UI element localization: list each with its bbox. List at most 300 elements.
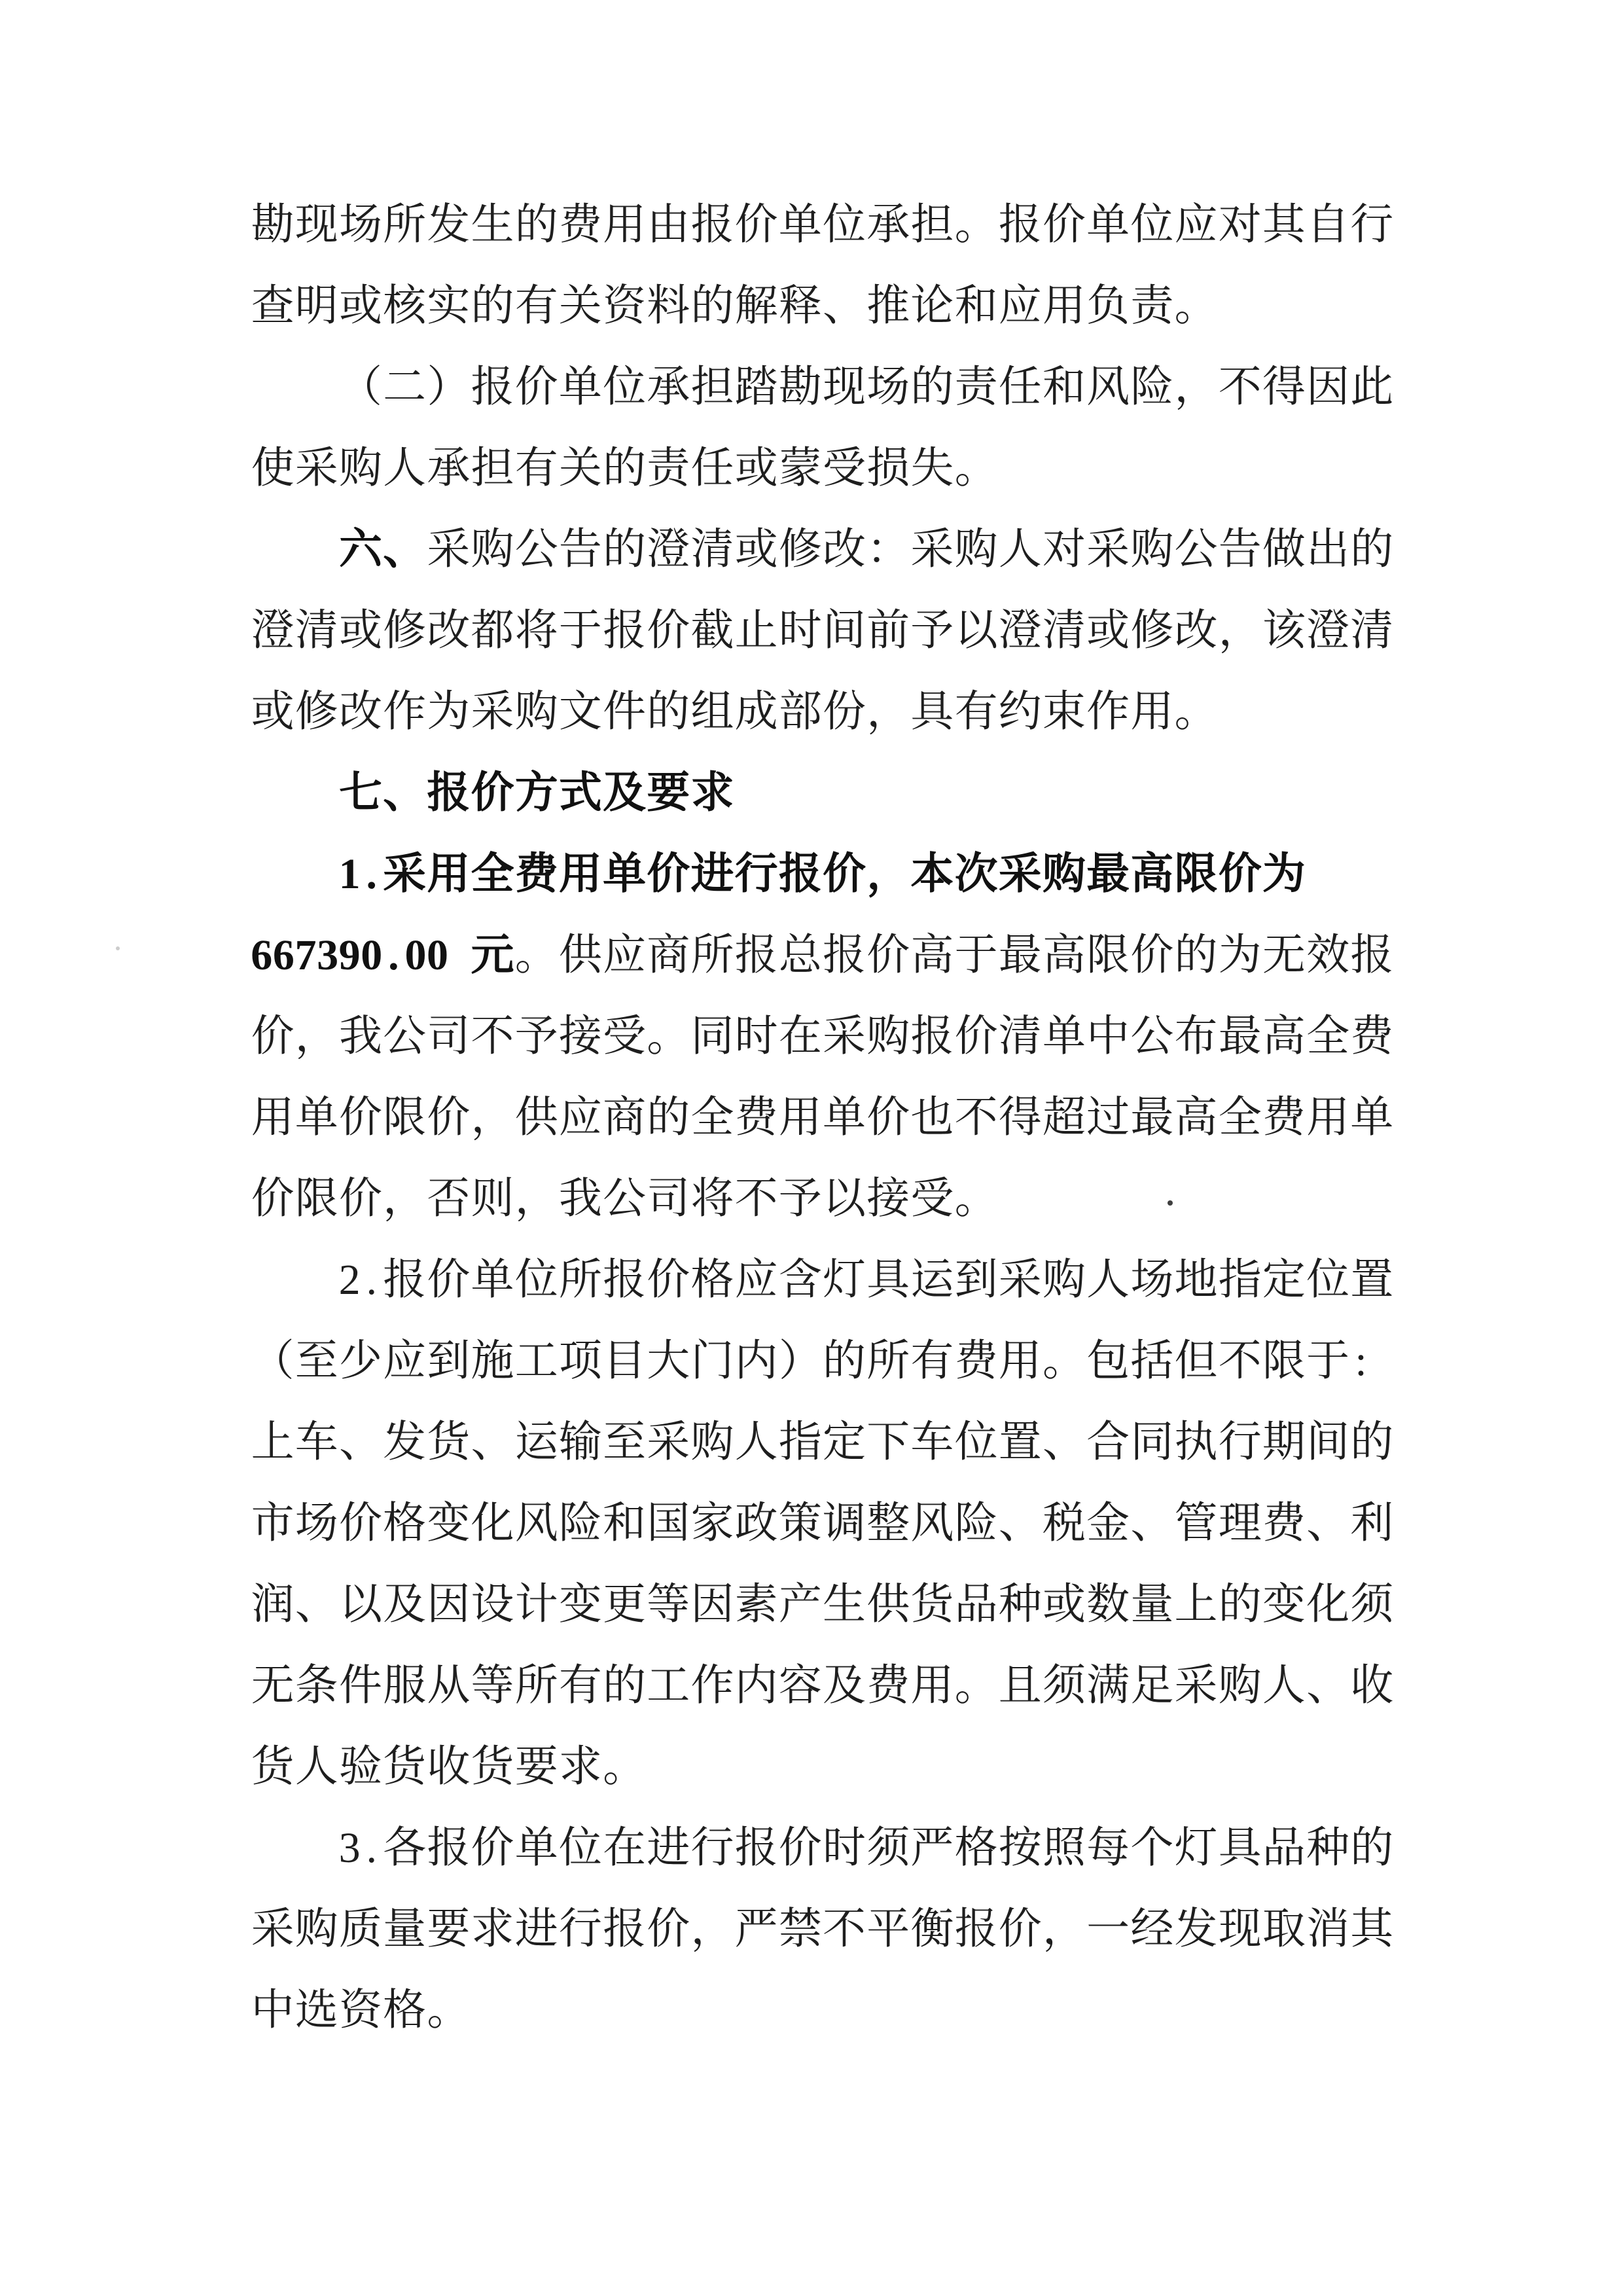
- char-cell: 人: [294, 1743, 338, 1791]
- char-cell: 指: [778, 1418, 822, 1466]
- char-cell: 勘: [778, 363, 822, 411]
- char-cell: 3: [317, 931, 339, 979]
- char-cell: 报: [690, 201, 734, 249]
- char-cell: ）: [778, 1337, 822, 1385]
- char-cell: 费: [558, 201, 602, 249]
- text-line: [251, 672, 1395, 753]
- char-cell: 将: [514, 607, 558, 655]
- char-cell: 因: [1306, 363, 1350, 411]
- char-cell: ，: [690, 1905, 734, 1953]
- char-cell: 采: [1086, 526, 1130, 573]
- char-cell: 全: [690, 1094, 734, 1141]
- char-cell: 采: [998, 850, 1042, 898]
- char-cell: 货: [471, 1743, 514, 1791]
- char-cell: 施: [471, 1337, 514, 1385]
- char-cell: 商: [603, 1094, 647, 1141]
- char-cell: 理: [1218, 1499, 1262, 1547]
- char-cell: 调: [823, 1499, 866, 1547]
- char-cell: 高: [1130, 850, 1174, 898]
- char-cell: 本: [910, 850, 954, 898]
- char-cell: 所: [383, 201, 427, 249]
- char-cell: 报: [383, 1256, 427, 1304]
- char-cell: 。: [1174, 282, 1218, 330]
- char-cell: 报: [998, 201, 1042, 249]
- char-cell: 以: [338, 1581, 382, 1628]
- char-cell: ：: [866, 526, 910, 573]
- char-cell: 对: [1218, 201, 1262, 249]
- char-cell: 消: [1306, 1905, 1350, 1953]
- char-cell: 策: [778, 1499, 822, 1547]
- char-cell: 报: [603, 1905, 647, 1953]
- text-line: [251, 347, 1395, 428]
- char-cell: 澄: [647, 526, 690, 573]
- char-cell: 公: [1130, 1013, 1174, 1060]
- text-line: [251, 1402, 1395, 1483]
- char-cell: 修: [294, 688, 338, 736]
- char-cell: 场: [294, 1499, 338, 1547]
- char-cell: 的: [647, 1094, 690, 1141]
- char-cell: 位: [603, 363, 647, 411]
- char-cell: 报: [603, 607, 647, 655]
- char-cell: 失: [910, 444, 954, 492]
- char-cell: 所: [690, 931, 734, 979]
- char-cell: 的: [823, 1337, 866, 1385]
- char-cell: 格: [383, 1499, 427, 1547]
- char-cell: 予: [514, 1013, 558, 1060]
- char-cell: 购: [294, 1905, 338, 1953]
- char-cell: 或: [734, 526, 778, 573]
- char-cell: 须: [866, 1824, 910, 1872]
- char-cell: 工: [514, 1337, 558, 1385]
- char-cell: 核: [383, 282, 427, 330]
- char-cell: [294, 1808, 338, 1889]
- char-cell: 购: [954, 526, 998, 573]
- char-cell: 应: [734, 1256, 778, 1304]
- char-cell: 各: [383, 1824, 427, 1872]
- char-cell: 个: [1130, 1824, 1174, 1872]
- char-cell: 容: [778, 1662, 822, 1710]
- char-cell: 否: [427, 1175, 471, 1223]
- text-line: [251, 996, 1395, 1077]
- char-cell: 格: [383, 1986, 427, 2034]
- char-cell: 下: [866, 1418, 910, 1466]
- char-cell: 论: [910, 282, 954, 330]
- char-cell: 由: [647, 201, 690, 249]
- char-cell: 执: [1174, 1418, 1218, 1466]
- char-cell: 因: [690, 1581, 734, 1628]
- text-line: [251, 509, 1395, 590]
- char-cell: 费: [954, 1337, 998, 1385]
- char-cell: 购: [690, 1418, 734, 1466]
- char-cell: 购: [1218, 1662, 1262, 1710]
- char-cell: 清: [998, 1013, 1042, 1060]
- char-cell: 变: [1262, 1581, 1306, 1628]
- char-cell: 的: [1174, 931, 1218, 979]
- char-cell: 采: [427, 526, 471, 573]
- char-cell: 0: [427, 931, 449, 979]
- char-cell: 文: [558, 688, 602, 736]
- char-cell: 合: [1086, 1418, 1130, 1466]
- char-cell: 按: [998, 1824, 1042, 1872]
- char-cell: 定: [1262, 1256, 1306, 1304]
- char-cell: 资: [603, 282, 647, 330]
- char-cell: 最: [998, 931, 1042, 979]
- char-cell: 应: [603, 931, 647, 979]
- char-cell: 目: [603, 1337, 647, 1385]
- char-cell: 到: [427, 1337, 471, 1385]
- char-cell: 政: [734, 1499, 778, 1547]
- char-cell: 也: [910, 1094, 954, 1141]
- char-cell: 格: [690, 1256, 734, 1304]
- char-cell: 件: [338, 1662, 382, 1710]
- text-line-section-heading: [251, 753, 1395, 834]
- char-cell: 从: [427, 1662, 471, 1710]
- char-cell: 运: [514, 1418, 558, 1466]
- char-cell: 报: [778, 850, 822, 898]
- char-cell: 查: [251, 282, 294, 330]
- char-cell: 高: [910, 931, 954, 979]
- text-line: [251, 1808, 1395, 1889]
- char-cell: 得: [998, 1094, 1042, 1141]
- char-cell: 灯: [1174, 1824, 1218, 1872]
- char-cell: 推: [866, 282, 910, 330]
- char-cell: 6: [251, 931, 273, 979]
- char-cell: 0: [404, 931, 427, 979]
- char-cell: 踏: [734, 363, 778, 411]
- text-line: [251, 834, 1395, 915]
- char-cell: 用: [1130, 688, 1174, 736]
- char-cell: 价: [1042, 201, 1086, 249]
- char-cell: 置: [998, 1418, 1042, 1466]
- char-cell: 为: [1262, 850, 1306, 898]
- char-cell: 管: [1174, 1499, 1218, 1547]
- char-cell: 至: [294, 1337, 338, 1385]
- char-cell: 。: [1174, 688, 1218, 736]
- char-cell: 严: [910, 1824, 954, 1872]
- char-cell: 价: [998, 1905, 1042, 1953]
- char-cell: 得: [1262, 363, 1306, 411]
- char-cell: 费: [866, 1662, 910, 1710]
- char-cell: 灯: [823, 1256, 866, 1304]
- char-cell: 足: [1130, 1662, 1174, 1710]
- char-cell: 单: [823, 1094, 866, 1141]
- char-cell: 成: [734, 688, 778, 736]
- char-cell: 人: [383, 444, 427, 492]
- char-cell: 位: [954, 1418, 998, 1466]
- char-cell: 其: [1350, 1905, 1394, 1953]
- char-cell: 禁: [778, 1905, 822, 1953]
- char-cell: 报: [734, 931, 778, 979]
- char-cell: 行: [690, 1824, 734, 1872]
- char-cell: 使: [251, 444, 294, 492]
- char-cell: 进: [647, 1824, 690, 1872]
- text-line: [251, 915, 1395, 996]
- char-cell: 用: [251, 1094, 294, 1141]
- char-cell: 险: [558, 1499, 602, 1547]
- char-cell: 车: [294, 1418, 338, 1466]
- char-cell: 要: [647, 769, 690, 817]
- char-cell: 用: [910, 1662, 954, 1710]
- char-cell: 的: [471, 282, 514, 330]
- char-cell: 生: [823, 1581, 866, 1628]
- char-cell: 蒙: [778, 444, 822, 492]
- char-cell: 件: [603, 688, 647, 736]
- char-cell: 应: [383, 1337, 427, 1385]
- char-cell: 时: [823, 1824, 866, 1872]
- char-cell: 具: [1218, 1824, 1262, 1872]
- char-cell: 高: [1174, 1094, 1218, 1141]
- char-cell: 。: [954, 201, 998, 249]
- char-cell: 超: [1042, 1094, 1086, 1141]
- char-cell: 的: [910, 363, 954, 411]
- char-cell: 限: [294, 1175, 338, 1223]
- char-cell: 位: [823, 201, 866, 249]
- char-cell: 清: [1350, 607, 1394, 655]
- char-cell: 价: [338, 1499, 382, 1547]
- char-cell: 公: [383, 1013, 427, 1060]
- char-cell: 中: [1086, 1013, 1130, 1060]
- char-cell: 更: [603, 1581, 647, 1628]
- char-cell: 进: [690, 850, 734, 898]
- char-cell: 品: [954, 1581, 998, 1628]
- char-cell: 负: [1086, 282, 1130, 330]
- char-cell: ，: [1218, 607, 1262, 655]
- char-cell: 供: [514, 1094, 558, 1141]
- char-cell: 及: [603, 769, 647, 817]
- char-cell: 数: [1086, 1581, 1130, 1628]
- char-cell: 平: [866, 1905, 910, 1953]
- char-cell: 化: [1306, 1581, 1350, 1628]
- char-cell: 受: [823, 444, 866, 492]
- char-cell: 的: [514, 201, 558, 249]
- char-cell: 价: [471, 769, 514, 817]
- char-cell: 不: [471, 1013, 514, 1060]
- char-cell: 效: [1306, 931, 1350, 979]
- char-cell: 用: [778, 1094, 822, 1141]
- char-cell: :: [1355, 1337, 1367, 1385]
- char-cell: 或: [734, 444, 778, 492]
- char-cell: 用: [427, 850, 471, 898]
- char-cell: 、: [383, 769, 427, 817]
- char-cell: 费: [514, 850, 558, 898]
- text-line: [251, 185, 1395, 266]
- char-cell: 组: [690, 688, 734, 736]
- char-cell: 价: [954, 1013, 998, 1060]
- char-cell: 都: [471, 607, 514, 655]
- char-cell: 车: [910, 1418, 954, 1466]
- char-cell: 计: [514, 1581, 558, 1628]
- char-cell: 和: [954, 282, 998, 330]
- char-cell: 不: [734, 1175, 778, 1223]
- text-line: [251, 1564, 1395, 1645]
- char-cell: 责: [647, 444, 690, 492]
- char-cell: 格: [954, 1824, 998, 1872]
- char-cell: [294, 834, 338, 915]
- char-cell: 。: [427, 1986, 471, 2034]
- char-cell: 司: [647, 1175, 690, 1223]
- char-cell: （: [338, 363, 382, 411]
- char-cell: 责: [1130, 282, 1174, 330]
- char-cell: 予: [910, 607, 954, 655]
- char-cell: 行: [558, 1905, 602, 1953]
- text-line: [251, 1645, 1395, 1727]
- char-cell: 内: [734, 1662, 778, 1710]
- char-cell: 化: [471, 1499, 514, 1547]
- char-cell: 购: [1130, 526, 1174, 573]
- char-cell: 或: [251, 688, 294, 736]
- text-line: [251, 590, 1395, 672]
- char-cell: 予: [778, 1175, 822, 1223]
- char-cell: 所: [514, 1662, 558, 1710]
- char-cell: 澄: [251, 607, 294, 655]
- char-cell: 价: [823, 850, 866, 898]
- char-cell: 质: [338, 1905, 382, 1953]
- char-cell: 不: [823, 1905, 866, 1953]
- char-cell: 险: [954, 1499, 998, 1547]
- char-cell: .: [366, 850, 378, 898]
- char-cell: 释: [778, 282, 822, 330]
- char-cell: 购: [471, 526, 514, 573]
- char-cell: 公: [1174, 526, 1218, 573]
- char-cell: 严: [734, 1905, 778, 1953]
- char-cell: 、: [1130, 1499, 1174, 1547]
- text-line: [251, 1970, 1395, 2051]
- char-cell: 我: [558, 1175, 602, 1223]
- char-cell: 担: [910, 201, 954, 249]
- char-cell: 行: [734, 850, 778, 898]
- scan-artifact-dot: [116, 946, 120, 950]
- char-cell: 求: [558, 1743, 602, 1791]
- char-cell: [251, 753, 294, 834]
- char-cell: 及: [823, 1662, 866, 1710]
- char-cell: 报: [1350, 931, 1394, 979]
- char-cell: 用: [1042, 282, 1086, 330]
- char-cell: 告: [1218, 526, 1262, 573]
- char-cell: 布: [1174, 1013, 1218, 1060]
- char-cell: [448, 915, 471, 996]
- char-cell: 、: [1306, 1499, 1350, 1547]
- char-cell: 、: [1306, 1662, 1350, 1710]
- char-cell: .: [366, 1256, 378, 1304]
- char-cell: 单: [1042, 1013, 1086, 1060]
- char-cell: 费: [1262, 1499, 1306, 1547]
- char-cell: 风: [1086, 363, 1130, 411]
- char-cell: 高: [1262, 1013, 1306, 1060]
- char-cell: 时: [734, 1013, 778, 1060]
- char-cell: 全: [1218, 1094, 1262, 1141]
- char-cell: 解: [734, 282, 778, 330]
- char-cell: 应: [558, 1094, 602, 1141]
- char-cell: 于: [954, 931, 998, 979]
- char-cell: 、: [294, 1581, 338, 1628]
- char-cell: 且: [998, 1662, 1042, 1710]
- char-cell: 价: [1218, 850, 1262, 898]
- char-cell: 采: [471, 688, 514, 736]
- char-cell: 受: [910, 1175, 954, 1223]
- char-cell: 实: [427, 282, 471, 330]
- char-cell: 人: [1262, 1662, 1306, 1710]
- char-cell: 收: [427, 1743, 471, 1791]
- char-cell: 在: [778, 1013, 822, 1060]
- char-cell: 和: [603, 1499, 647, 1547]
- char-cell: 的: [1218, 1581, 1262, 1628]
- char-cell: 最: [1086, 850, 1130, 898]
- char-cell: 经: [1130, 1905, 1174, 1953]
- char-cell: 的: [603, 526, 647, 573]
- char-cell: 价: [647, 1256, 690, 1304]
- char-cell: 资: [338, 1986, 382, 2034]
- char-cell: 不: [1218, 1337, 1262, 1385]
- char-cell: 包: [1086, 1337, 1130, 1385]
- char-cell: 选: [294, 1986, 338, 2034]
- char-cell: .: [366, 1824, 378, 1872]
- char-cell: 任: [690, 444, 734, 492]
- char-cell: 国: [647, 1499, 690, 1547]
- char-cell: 二: [383, 363, 427, 411]
- char-cell: 我: [338, 1013, 382, 1060]
- char-cell: 中: [251, 1986, 294, 2034]
- char-cell: 工: [647, 1662, 690, 1710]
- char-cell: 费: [734, 1094, 778, 1141]
- char-cell: 发: [427, 201, 471, 249]
- char-cell: 商: [647, 931, 690, 979]
- char-cell: 应: [998, 282, 1042, 330]
- char-cell: 自: [1306, 201, 1350, 249]
- char-cell: 于: [1306, 1337, 1350, 1385]
- char-cell: 报: [734, 1824, 778, 1872]
- char-cell: 供: [866, 1581, 910, 1628]
- char-cell: 承: [427, 444, 471, 492]
- char-cell: 价: [427, 1256, 471, 1304]
- char-cell: 限: [383, 1094, 427, 1141]
- char-cell: 无: [251, 1662, 294, 1710]
- char-cell: 报: [910, 1013, 954, 1060]
- char-cell: 输: [558, 1418, 602, 1466]
- char-cell: 七: [338, 769, 382, 817]
- char-cell: 最: [1218, 1013, 1262, 1060]
- char-cell: 采: [998, 1256, 1042, 1304]
- char-cell: 或: [1042, 1581, 1086, 1628]
- char-cell: 单: [471, 1256, 514, 1304]
- char-cell: [251, 509, 294, 590]
- char-cell: 、: [1042, 1418, 1086, 1466]
- char-cell: 门: [690, 1337, 734, 1385]
- char-cell: 作: [1086, 688, 1130, 736]
- text-line: [251, 1158, 1395, 1240]
- char-cell: 具: [910, 688, 954, 736]
- char-cell: 价: [778, 1824, 822, 1872]
- char-cell: 修: [383, 607, 427, 655]
- char-cell: 有: [558, 1662, 602, 1710]
- char-cell: 六: [338, 526, 382, 573]
- char-cell: 行: [1350, 201, 1394, 249]
- char-cell: 。: [954, 1175, 998, 1223]
- text-line: [251, 428, 1395, 509]
- char-cell: 须: [1042, 1662, 1086, 1710]
- char-cell: 束: [1042, 688, 1086, 736]
- char-cell: 期: [1262, 1418, 1306, 1466]
- char-cell: 价: [647, 850, 690, 898]
- char-cell: 要: [514, 1743, 558, 1791]
- char-cell: 价: [734, 201, 778, 249]
- char-cell: 场: [338, 201, 382, 249]
- char-cell: 的: [1350, 1418, 1394, 1466]
- char-cell: [251, 347, 294, 428]
- text-line: [251, 266, 1395, 347]
- char-cell: 出: [1306, 526, 1350, 573]
- char-cell: 上: [1174, 1581, 1218, 1628]
- char-cell: 价: [647, 1905, 690, 1953]
